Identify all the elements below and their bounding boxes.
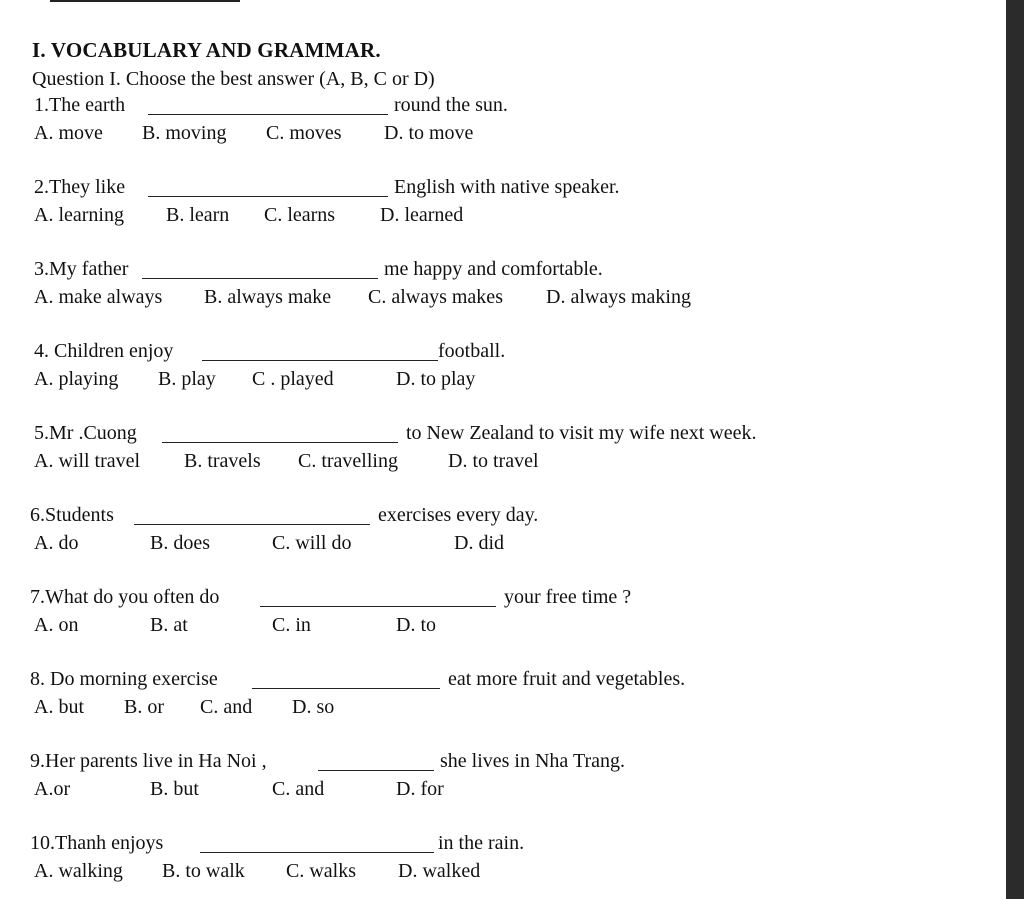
option-c: C. always makes — [368, 286, 503, 308]
stem-after: me happy and comfortable. — [384, 258, 603, 280]
section-title: I. VOCABULARY AND GRAMMAR. — [32, 38, 381, 62]
top-rule-divider — [50, 0, 240, 2]
answer-blank — [142, 278, 378, 279]
answer-blank — [252, 688, 440, 689]
option-b: B. or — [124, 696, 164, 718]
option-c: C. learns — [264, 204, 336, 226]
stem-after: eat more fruit and vegetables. — [448, 668, 686, 690]
option-d: D. for — [396, 778, 444, 800]
stem-after: to New Zealand to visit my wife next week. — [406, 422, 757, 444]
option-a: A.or — [34, 778, 71, 800]
answer-blank — [134, 524, 370, 525]
answer-blank — [148, 196, 388, 197]
option-a: A. will travel — [34, 450, 141, 472]
option-b: B. at — [150, 614, 188, 636]
stem-before: 9.Her parents live in Ha Noi , — [30, 750, 267, 772]
stem-before: 4. Children enjoy — [34, 340, 174, 362]
instruction-text: Question I. Choose the best answer (A, B, C or D) — [32, 68, 435, 90]
option-a: A. playing — [34, 368, 119, 390]
stem-after: exercises every day. — [378, 504, 539, 526]
stem-before: 5.Mr .Cuong — [34, 422, 137, 444]
option-b: B. but — [150, 778, 199, 800]
viewer-side-panel — [1006, 0, 1024, 899]
answer-blank — [148, 114, 388, 115]
question-4 — [34, 340, 984, 400]
option-b: B. to walk — [162, 860, 245, 882]
option-c: C. in — [272, 614, 311, 636]
stem-after: football. — [438, 340, 506, 362]
option-b: B. always make — [204, 286, 332, 308]
option-b: B. play — [158, 368, 216, 390]
option-d: D. to move — [384, 122, 474, 144]
option-b: B. does — [150, 532, 210, 554]
option-c: C. travelling — [298, 450, 398, 472]
option-b: B. learn — [166, 204, 230, 226]
option-c: C . played — [252, 368, 334, 390]
option-d: D. learned — [380, 204, 464, 226]
question-1 — [34, 94, 984, 154]
answer-blank — [318, 770, 434, 771]
option-a: A. move — [34, 122, 103, 144]
stem-before: 1.The earth — [34, 94, 126, 116]
option-d: D. to travel — [448, 450, 539, 472]
stem-after: your free time ? — [504, 586, 632, 608]
option-b: B. travels — [184, 450, 261, 472]
stem-after: English with native speaker. — [394, 176, 620, 198]
question-7 — [30, 586, 984, 646]
option-b: B. moving — [142, 122, 227, 144]
option-a: A. make always — [34, 286, 163, 308]
stem-after: round the sun. — [394, 94, 508, 116]
stem-before: 3.My father — [34, 258, 129, 280]
option-c: C. walks — [286, 860, 356, 882]
answer-blank — [162, 442, 398, 443]
question-5 — [34, 422, 984, 482]
answer-blank — [260, 606, 496, 607]
question-9 — [30, 750, 984, 810]
stem-after: she lives in Nha Trang. — [440, 750, 625, 772]
stem-before: 7.What do you often do — [30, 586, 220, 608]
question-3 — [34, 258, 984, 318]
option-d: D. walked — [398, 860, 481, 882]
option-d: D. always making — [546, 286, 691, 308]
answer-blank — [202, 360, 438, 361]
question-6 — [30, 504, 984, 564]
stem-before: 2.They like — [34, 176, 126, 198]
option-c: C. and — [200, 696, 253, 718]
option-c: C. moves — [266, 122, 342, 144]
option-a: A. learning — [34, 204, 124, 226]
option-a: A. walking — [34, 860, 123, 882]
stem-before: 8. Do morning exercise — [30, 668, 218, 690]
question-8 — [30, 668, 984, 728]
option-d: D. did — [454, 532, 504, 554]
stem-before: 10.Thanh enjoys — [30, 832, 164, 854]
option-a: A. do — [34, 532, 79, 554]
option-d: D. to play — [396, 368, 476, 390]
answer-blank — [200, 852, 434, 853]
option-c: C. will do — [272, 532, 352, 554]
stem-before: 6.Students — [30, 504, 114, 526]
option-d: D. to — [396, 614, 436, 636]
option-a: A. on — [34, 614, 79, 636]
option-a: A. but — [34, 696, 84, 718]
option-c: C. and — [272, 778, 325, 800]
question-10 — [30, 832, 984, 892]
option-d: D. so — [292, 696, 335, 718]
stem-after: in the rain. — [438, 832, 525, 854]
question-2 — [34, 176, 984, 236]
